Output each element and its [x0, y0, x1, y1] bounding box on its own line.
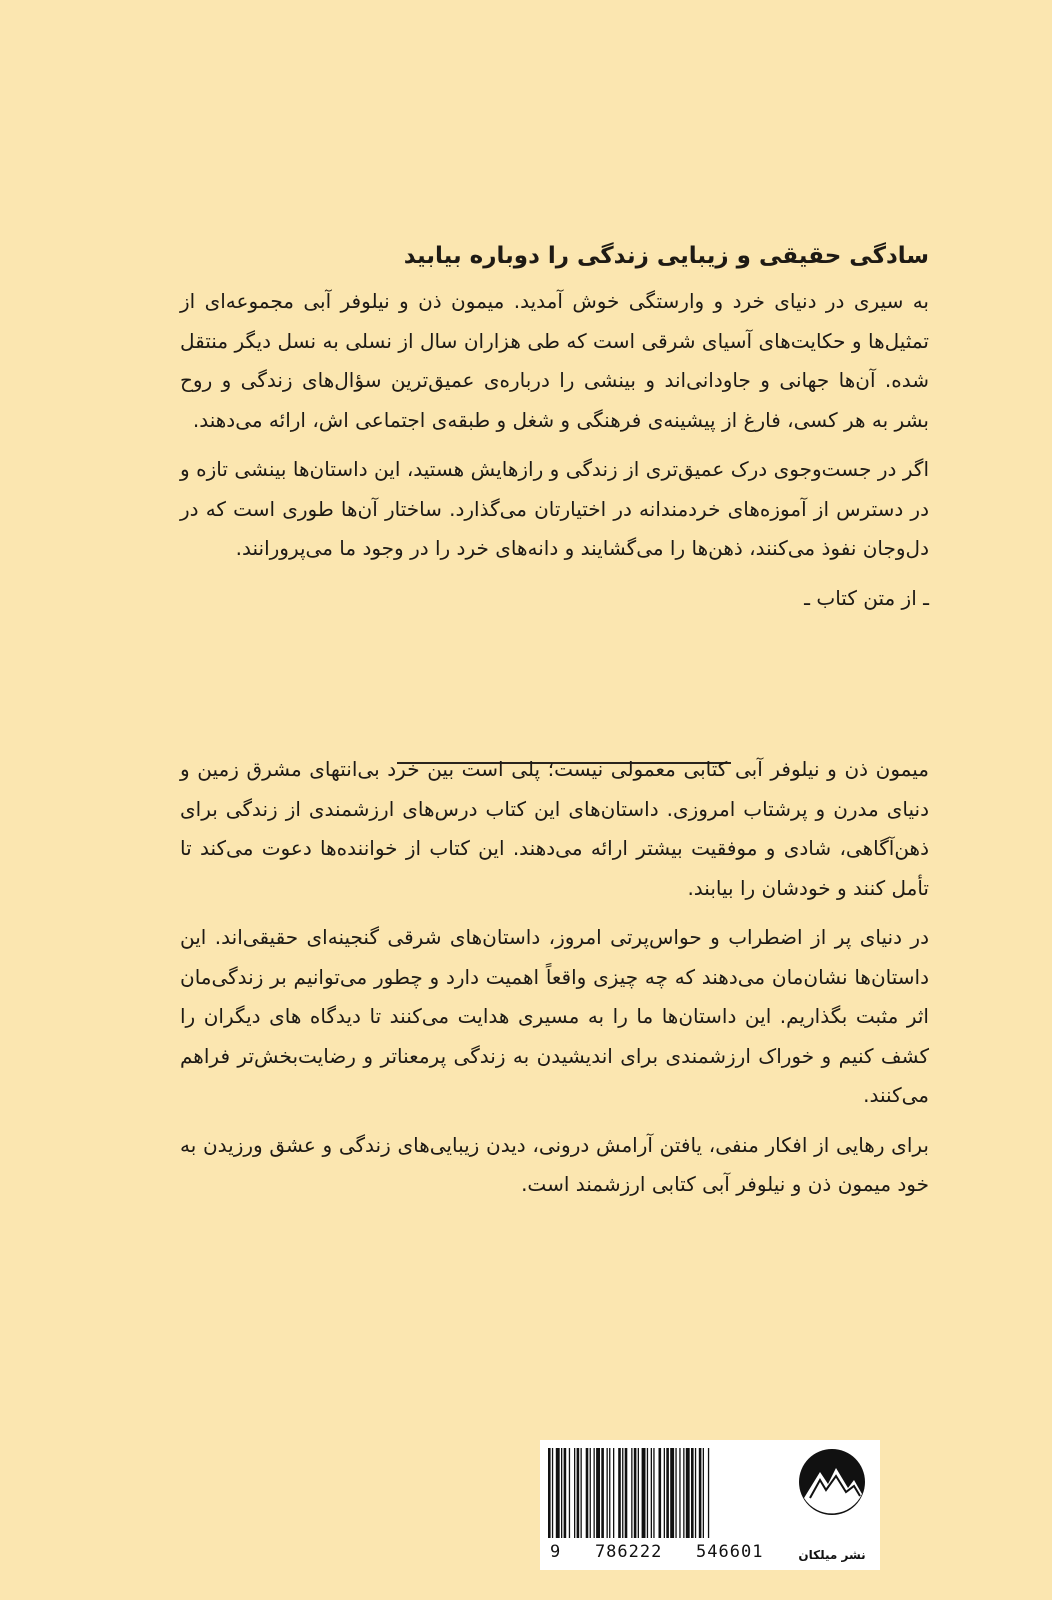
barcode-bar: [590, 1448, 591, 1538]
barcode-bar: [683, 1448, 684, 1538]
barcode-bar: [653, 1448, 654, 1538]
barcode-bar: [607, 1448, 608, 1538]
barcode-bar: [686, 1448, 690, 1538]
barcode-bar: [548, 1448, 551, 1538]
barcode-bar: [647, 1448, 648, 1538]
barcode-bar: [659, 1448, 662, 1538]
barcode-bar: [581, 1448, 582, 1538]
barcode-bar: [664, 1448, 665, 1538]
barcode-bar: [609, 1448, 610, 1538]
isbn-barcode: [546, 1448, 780, 1538]
barcode-bar: [634, 1448, 637, 1538]
barcode-bar: [679, 1448, 680, 1538]
publisher-name: نشر میلکان: [798, 1548, 866, 1562]
barcode-bar: [618, 1448, 621, 1538]
barcode-bar: [556, 1448, 560, 1538]
description-paragraph-3: برای رهایی از افکار منفی، یافتن آرامش درونی، دیدن زیبایی‌های زندگی و عشق ورزیدن به خود میمون ذن و نیلوفر آبی کتابی ارزشمند است.: [180, 1132, 929, 1196]
barcode-bar: [631, 1448, 632, 1538]
book-excerpt: [180, 282, 929, 618]
barcode-bar: [691, 1448, 694, 1538]
barcode-bar: [564, 1448, 567, 1538]
publisher-logo: [792, 1448, 872, 1562]
barcode-panel: [540, 1440, 880, 1570]
barcode-bar: [596, 1448, 600, 1538]
barcode-bar: [586, 1448, 589, 1538]
book-description: [180, 750, 929, 1215]
barcode-bar: [651, 1448, 652, 1538]
barcode-bar: [699, 1448, 702, 1538]
barcode-bar: [708, 1448, 709, 1538]
barcode-bar: [601, 1448, 604, 1538]
barcode-bar: [577, 1448, 580, 1538]
barcode-bar: [574, 1448, 575, 1538]
barcode-bar: [638, 1448, 639, 1538]
barcode-bar: [695, 1448, 696, 1538]
barcode-bar: [561, 1448, 562, 1538]
barcode-bar: [552, 1448, 553, 1538]
barcode-bar: [613, 1448, 614, 1538]
barcode-bar: [569, 1448, 570, 1538]
excerpt-paragraph-2: اگر در جست‌وجوی درک عمیق‌تری از زندگی و رازهایش هستید، این داستان‌ها بینشی تازه و در دسترس از آموزه‌های خردمندانه در اختیارتان می‌گذارد. ساختار آن‌ها طوری است که در دل‌وجان نفوذ می‌کنند، ذهن‌ها را می‌گشایند و دانه‌های خرد را در وجود ما می‌پرورانند.: [180, 457, 929, 560]
excerpt-paragraph-1: به سیری در دنیای خرد و وارستگی خوش آمدید. میمون ذن و نیلوفر آبی مجموعه‌ای از تمثیل‌ها و حکایت‌های آسیای شرقی است که طی هزاران سال از نسلی به نسل دیگر منتقل شده. آن‌ها جهانی و جاودانی‌اند و بینشی را درباره‌ی عمیق‌ترین سؤال‌های زندگی و روح بشر به هر کسی، فارغ از پیشینه‌ی فرهنگی و شغل و طبقه‌ی اجتماعی اش، ارائه می‌دهند.: [180, 289, 929, 432]
headline: سادگی حقیقی و زیبایی زندگی را دوباره بیابید: [403, 243, 929, 269]
barcode-bar: [670, 1448, 674, 1538]
excerpt-attribution: ـ از متن کتاب ـ: [804, 585, 929, 610]
isbn-digits: 9 786222 546601: [550, 1542, 764, 1562]
description-paragraph-1: میمون ذن و نیلوفر آبی کتابی معمولی نیست؛ پلی است بین خرد بی‌انتهای مشرق زمین و دنیای مدرن و پرشتاب امروزی. داستان‌های این کتاب درس‌های ارزشمندی از زندگی برای ذهن‌آگاهی، شادی و موفقیت بیشتر ارائه می‌دهند. این کتاب از خواننده‌ها دعوت می‌کند تا تأمل کنند و خودشان را بیابند.: [180, 757, 929, 900]
description-paragraph-2: در دنیای پر از اضطراب و حواس‌پرتی امروز، داستان‌های شرقی گنجینه‌ای حقیقی‌اند. این داستان‌ها نشان‌مان می‌دهند که چه چیزی واقعاً اهمیت دارد و چطور می‌توانیم بر زندگی‌مان اثر مثبت بگذاریم. این داستان‌ها ما را به مسیری هدایت می‌کنند تا دیدگاه های دیگران را کشف کنیم و خوراک ارزشمندی برای اندیشیدن به زندگی پرمعناتر و رضایت‌بخش‌تر فراهم می‌کنند.: [180, 925, 929, 1107]
barcode-bar: [594, 1448, 595, 1538]
barcode-bar: [625, 1448, 628, 1538]
mountains-circle-icon: [798, 1448, 866, 1516]
barcode-bar: [622, 1448, 623, 1538]
barcode-bar: [675, 1448, 676, 1538]
barcode-bar: [703, 1448, 704, 1538]
barcode-bar: [642, 1448, 646, 1538]
barcode-bar: [666, 1448, 669, 1538]
